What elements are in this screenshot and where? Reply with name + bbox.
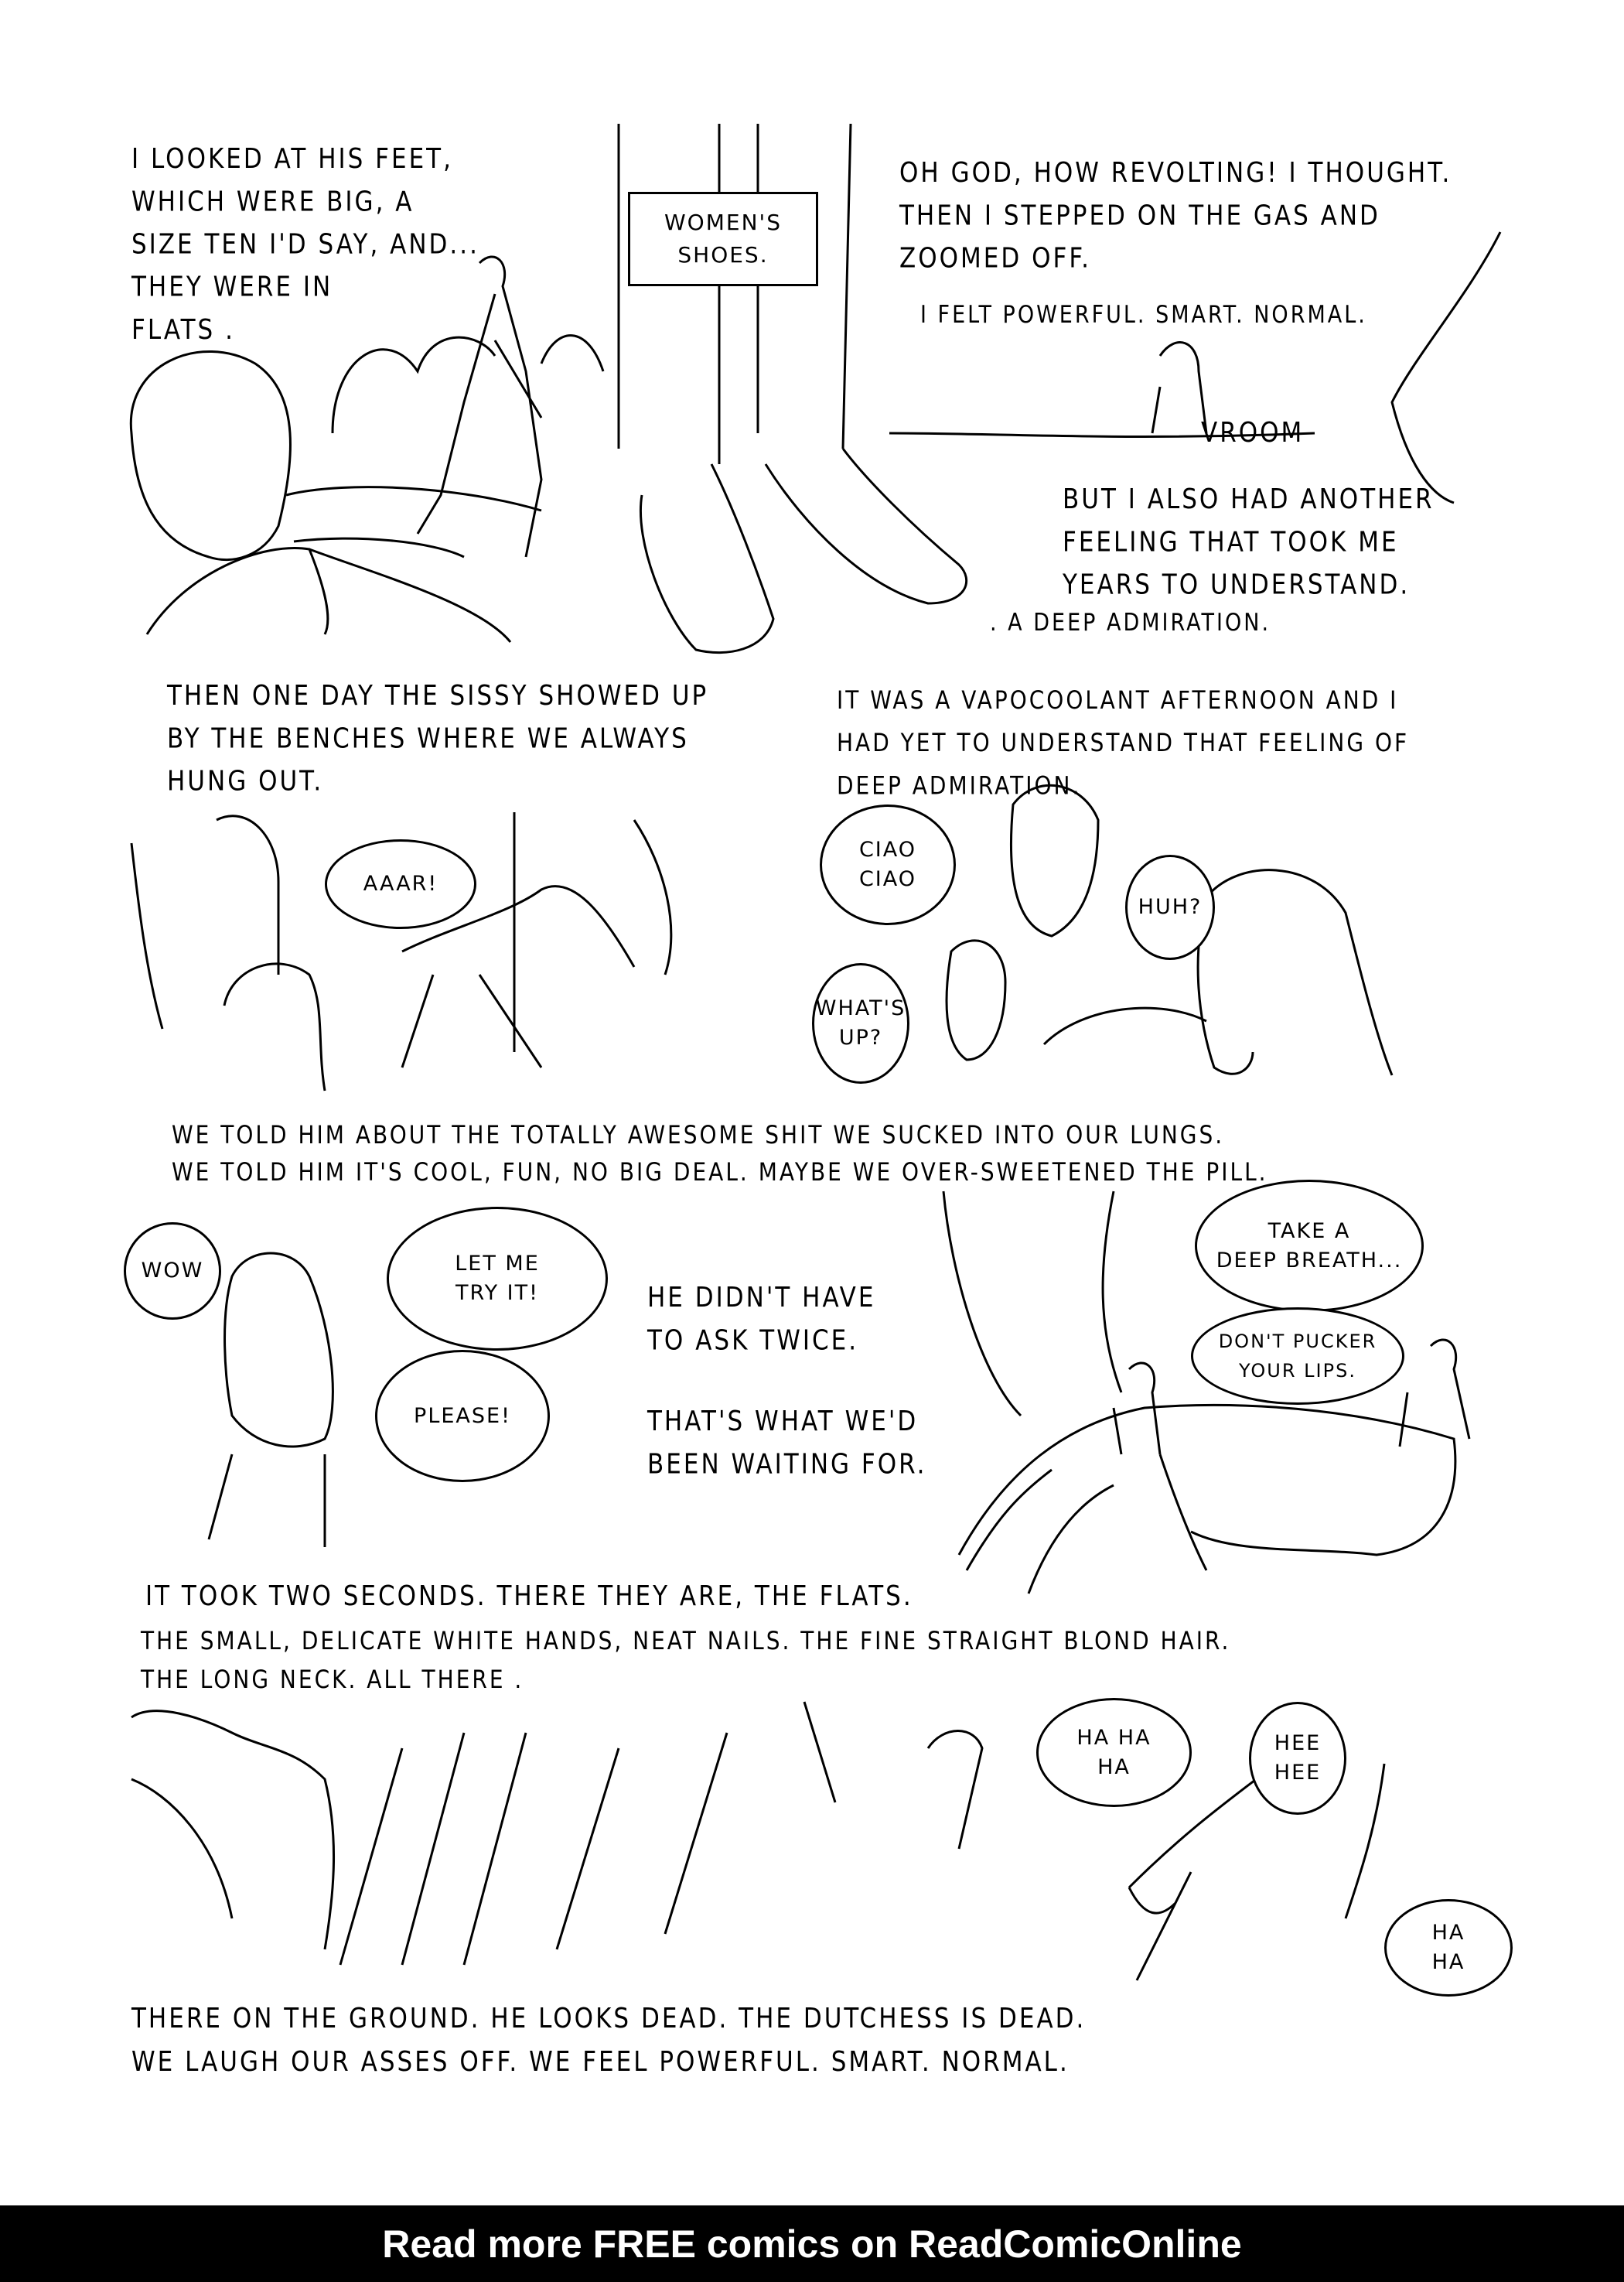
speech-bubble-hee-hee: HEE HEE bbox=[1249, 1702, 1346, 1815]
speech-bubble-dont-pucker: DON'T PUCKER YOUR LIPS. bbox=[1191, 1307, 1404, 1405]
standing-figure-right bbox=[1400, 1340, 1469, 1447]
right-flat bbox=[766, 449, 967, 603]
right-leg bbox=[758, 124, 851, 449]
caption-told-him-lungs: WE TOLD HIM ABOUT THE TOTALLY AWESOME SHIT WE SUCKED INTO OUR LUNGS. bbox=[172, 1120, 1225, 1150]
speech-bubble-let-me-try: LET ME TRY IT! bbox=[387, 1207, 608, 1351]
speech-bubble-ciao: CIAO CIAO bbox=[820, 805, 956, 925]
caption-deep-admiration: . A DEEP ADMIRATION. bbox=[990, 609, 1271, 637]
speech-bubble-aaar: AAAR! bbox=[325, 839, 476, 929]
long-haired-face bbox=[1198, 870, 1392, 1075]
caption-ask-twice: HE DIDN'T HAVE TO ASK TWICE. bbox=[647, 1281, 876, 1357]
bald-kid-face bbox=[947, 941, 1005, 1060]
caption-laugh-asses-off: WE LAUGH OUR ASSES OFF. WE FEEL POWERFUL. SMART. NORMAL. bbox=[131, 2045, 1070, 2079]
boy-jacket bbox=[147, 548, 510, 642]
caption-revolting: OH GOD, HOW REVOLTING! I THOUGHT. THEN I STEPPED ON THE GAS AND ZOOMED OFF. bbox=[899, 156, 1452, 275]
caption-delicate-hands: THE SMALL, DELICATE WHITE HANDS, NEAT NAILS. THE FINE STRAIGHT BLOND HAIR. bbox=[141, 1626, 1231, 1655]
caption-vapocoolant: IT WAS A VAPOCOOLANT AFTERNOON AND I HAD YET TO UNDERSTAND THAT FEELING OF DEEP ADMIRATION. bbox=[837, 685, 1410, 801]
speech-bubble-deep-breath: TAKE A DEEP BREATH... bbox=[1195, 1180, 1424, 1312]
caption-two-seconds: IT TOOK TWO SECONDS. THERE THEY ARE, THE FLATS. bbox=[145, 1580, 913, 1613]
caption-waiting-for: THAT'S WHAT WE'D BEEN WAITING FOR. bbox=[647, 1405, 927, 1481]
speech-bubble-whats-up: WHAT'S UP? bbox=[812, 963, 909, 1084]
footer-link-text[interactable]: Read more FREE comics on ReadComicOnline bbox=[382, 2222, 1242, 2266]
benches bbox=[340, 1733, 727, 1965]
ground bbox=[286, 487, 541, 557]
caption-felt-powerful: I FELT POWERFUL. SMART. NORMAL. bbox=[920, 301, 1367, 329]
womens-shoes-sign: WOMEN'S SHOES. bbox=[628, 192, 818, 286]
watch-band bbox=[1160, 1454, 1206, 1570]
boy-head-hair bbox=[131, 351, 290, 559]
speech-bubble-ha-ha-ha: HA HA HA bbox=[1036, 1698, 1192, 1807]
caption-looked-at-feet: I LOOKED AT HIS FEET, WHICH WERE BIG, A SIZE TEN I'D SAY, AND... THEY WERE IN FLATS . bbox=[131, 142, 479, 347]
left-leg bbox=[619, 124, 719, 464]
speech-bubble-please: PLEASE! bbox=[375, 1350, 550, 1482]
arm-from-top bbox=[943, 1191, 1121, 1416]
caption-another-feeling: BUT I ALSO HAD ANOTHER FEELING THAT TOOK ME YEARS TO UNDERSTAND. bbox=[1063, 483, 1435, 601]
panel-6-art bbox=[209, 1253, 333, 1547]
caption-long-neck: THE LONG NECK. ALL THERE . bbox=[141, 1665, 524, 1694]
hand bbox=[959, 1405, 1455, 1594]
caption-sissy-showed-up: THEN ONE DAY THE SISSY SHOWED UP BY THE BENCHES WHERE WE ALWAYS HUNG OUT. bbox=[167, 679, 709, 798]
speech-bubble-huh: HUH? bbox=[1125, 855, 1215, 960]
left-flat bbox=[640, 464, 773, 653]
shoulder bbox=[1044, 1008, 1206, 1044]
panel-8-art bbox=[131, 1702, 1384, 1980]
speech-bubble-wow: WOW bbox=[124, 1222, 221, 1320]
caption-on-the-ground: THERE ON THE GROUND. HE LOOKS DEAD. THE DUTCHESS IS DEAD. bbox=[131, 2002, 1087, 2035]
guy-face bbox=[1011, 785, 1098, 936]
face bbox=[225, 1253, 333, 1447]
caption-over-sweetened: WE TOLD HIM IT'S COOL, FUN, NO BIG DEAL. MAYBE WE OVER-SWEETENED THE PILL. bbox=[172, 1157, 1268, 1187]
seated-figure bbox=[224, 964, 325, 1091]
neck bbox=[209, 1454, 325, 1547]
speech-bubble-ha-ha: HA HA bbox=[1384, 1899, 1513, 1997]
sfx-vroom: VROOM bbox=[1201, 416, 1305, 449]
motorbike-rider bbox=[1152, 343, 1206, 433]
bushes bbox=[131, 1711, 334, 1949]
footer-banner[interactable] bbox=[0, 2205, 1624, 2282]
